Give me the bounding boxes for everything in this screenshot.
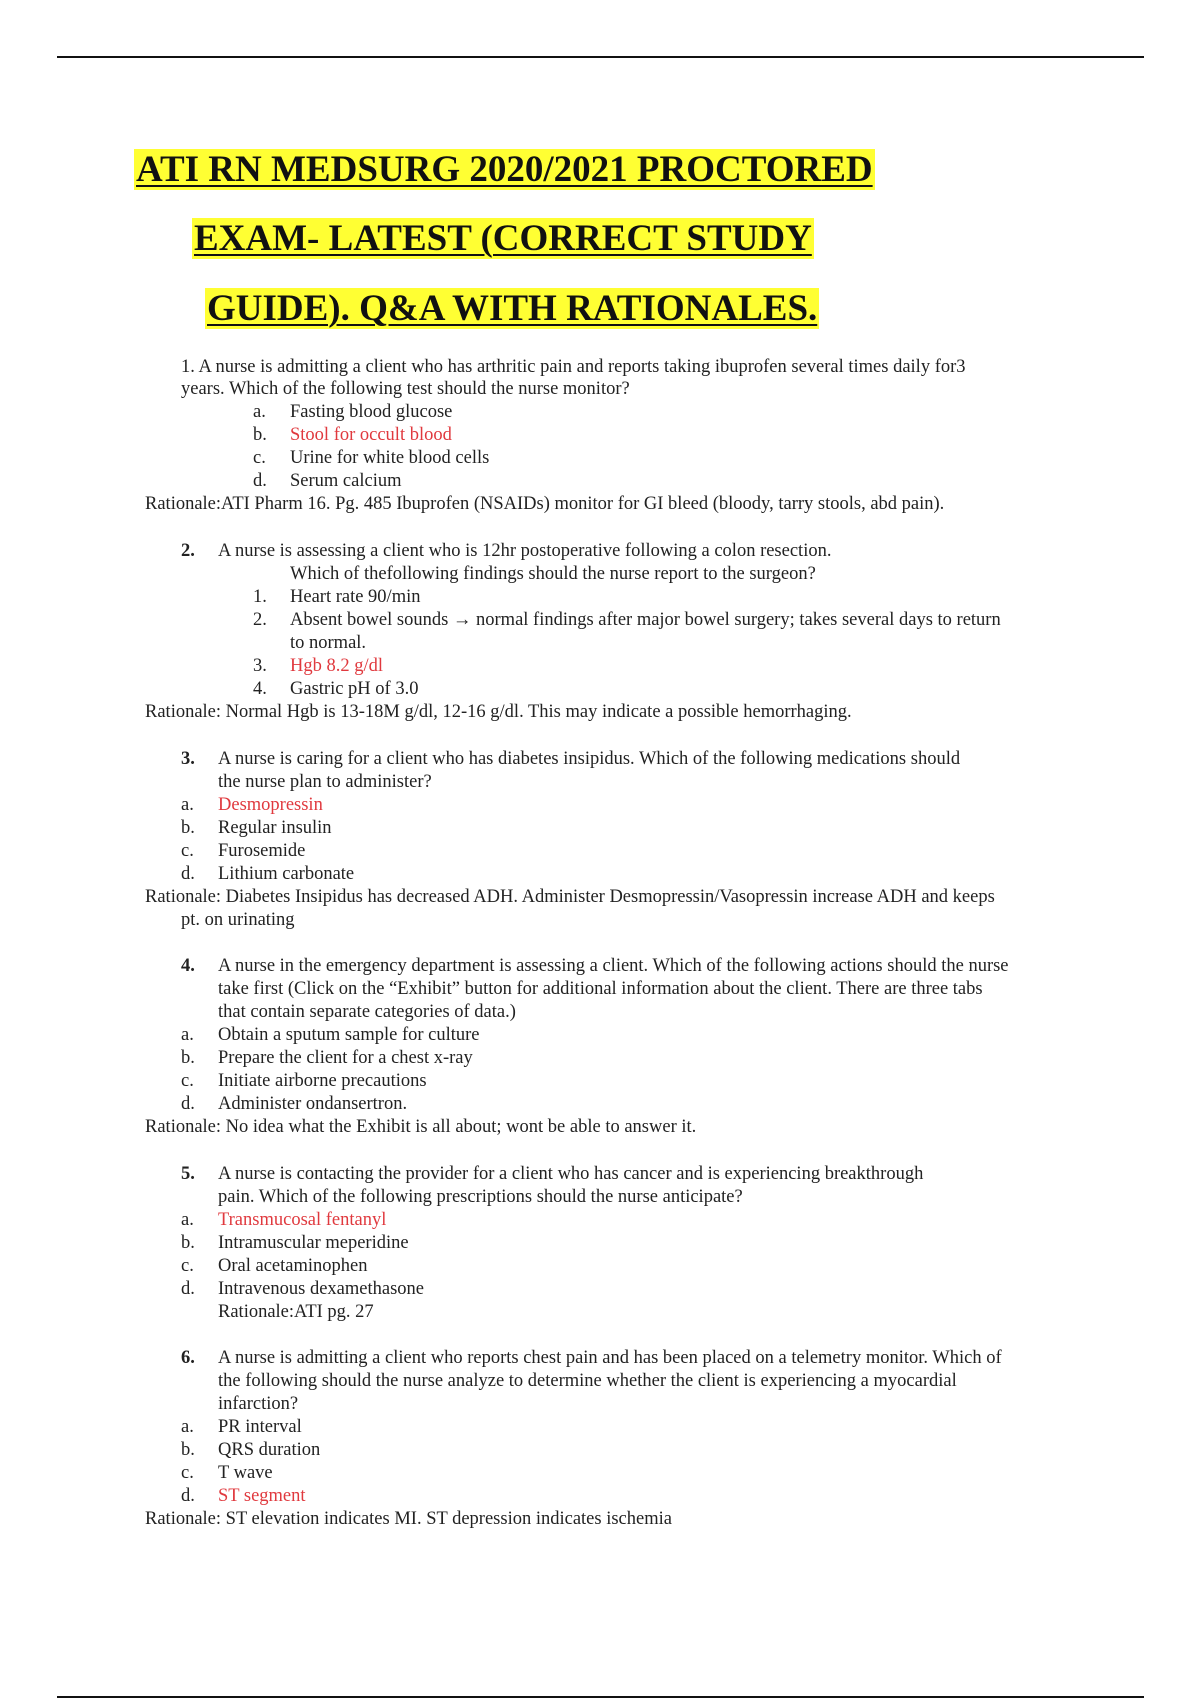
q1-option-marker: a. [253, 402, 266, 422]
q5-option-marker: c. [181, 1256, 194, 1276]
q5-stem-line-1: A nurse is contacting the provider for a client who has cancer and is experiencing breakthrough [218, 1164, 924, 1184]
q5-number: 5. [181, 1164, 195, 1184]
q2-option-text: Gastric pH of 3.0 [290, 679, 419, 699]
document-title-line-1: ATI RN MEDSURG 2020/2021 PROCTORED [136, 149, 873, 190]
q1-option-marker: b. [253, 425, 267, 445]
q3-stem-line-2: the nurse plan to administer? [218, 772, 432, 792]
q4-option-text: Obtain a sputum sample for culture [218, 1025, 480, 1045]
q5-option-marker: b. [181, 1233, 195, 1253]
q2-correct-answer: Hgb 8.2 g/dl [290, 656, 384, 676]
q6-stem-line-2: the following should the nurse analyze to determine whether the client is experiencing a myocardial [218, 1371, 957, 1391]
q3-stem-line-1: A nurse is caring for a client who has diabetes insipidus. Which of the following medications should [218, 749, 961, 769]
q6-option-marker: b. [181, 1440, 195, 1460]
q6-option-text: QRS duration [218, 1440, 321, 1460]
q3-option-marker: c. [181, 841, 194, 861]
q3-rationale-line-1: Rationale: Diabetes Insipidus has decreased ADH. Administer Desmopressin/Vasopressin increase ADH and keeps [145, 887, 995, 907]
q2-stem-line-1: A nurse is assessing a client who is 12hr postoperative following a colon resection. [218, 541, 832, 561]
q2-option-text: Absent bowel sounds → normal findings after major bowel surgery; takes several days to return [290, 610, 1001, 630]
q3-option-text: Regular insulin [218, 818, 332, 838]
q4-option-marker: a. [181, 1025, 194, 1045]
q6-option-text: PR interval [218, 1417, 302, 1437]
q6-option-marker: a. [181, 1417, 194, 1437]
q5-stem-line-2: pain. Which of the following prescriptions should the nurse anticipate? [218, 1187, 743, 1207]
q6-option-marker: d. [181, 1486, 195, 1506]
q3-number: 3. [181, 749, 195, 769]
q1-stem-line-1: 1. A nurse is admitting a client who has arthritic pain and reports taking ibuprofen several times daily for3 [181, 357, 966, 377]
q6-stem-line-3: infarction? [218, 1394, 299, 1414]
top-rule [57, 56, 1144, 58]
q1-option-text: Fasting blood glucose [290, 402, 453, 422]
q4-option-text: Prepare the client for a chest x-ray [218, 1048, 473, 1068]
document-title-line-2: EXAM- LATEST (CORRECT STUDY [194, 218, 812, 259]
q1-rationale: Rationale:ATI Pharm 16. Pg. 485 Ibuprofen (NSAIDs) monitor for GI bleed (bloody, tarry stools, abd pain). [145, 494, 945, 514]
q4-option-marker: b. [181, 1048, 195, 1068]
q6-rationale: Rationale: ST elevation indicates MI. ST depression indicates ischemia [145, 1509, 672, 1529]
document-title-line-3: GUIDE). Q&A WITH RATIONALES. [207, 288, 818, 329]
q4-stem-line-2: take first (Click on the “Exhibit” button for additional information about the client. There are three tabs [218, 979, 983, 999]
q2-option-marker: 4. [253, 679, 267, 699]
q2-option-text-continued: to normal. [290, 633, 367, 653]
q6-number: 6. [181, 1348, 195, 1368]
q3-rationale-line-2: pt. on urinating [181, 910, 295, 930]
q5-rationale: Rationale:ATI pg. 27 [218, 1302, 374, 1322]
q4-stem-line-1: A nurse in the emergency department is assessing a client. Which of the following actions should the nurse [218, 956, 1009, 976]
q3-correct-answer: Desmopressin [218, 795, 323, 815]
q2-option-text: Heart rate 90/min [290, 587, 421, 607]
q3-option-marker: a. [181, 795, 194, 815]
q5-option-text: Intravenous dexamethasone [218, 1279, 424, 1299]
q2-stem-line-2: Which of thefollowing findings should the nurse report to the surgeon? [290, 564, 816, 584]
q4-option-text: Administer ondansertron. [218, 1094, 408, 1114]
q1-option-marker: d. [253, 471, 267, 491]
q2-option-marker: 1. [253, 587, 267, 607]
q4-option-text: Initiate airborne precautions [218, 1071, 427, 1091]
q3-option-marker: d. [181, 864, 195, 884]
q5-option-text: Oral acetaminophen [218, 1256, 368, 1276]
q5-option-marker: a. [181, 1210, 194, 1230]
q2-rationale: Rationale: Normal Hgb is 13-18M g/dl, 12-16 g/dl. This may indicate a possible hemorrhaging. [145, 702, 852, 722]
q2-number: 2. [181, 541, 195, 561]
q5-correct-answer: Transmucosal fentanyl [218, 1210, 387, 1230]
q4-number: 4. [181, 956, 195, 976]
q3-option-marker: b. [181, 818, 195, 838]
q4-option-marker: d. [181, 1094, 195, 1114]
q4-option-marker: c. [181, 1071, 194, 1091]
q2-option-marker: 3. [253, 656, 267, 676]
q6-correct-answer: ST segment [218, 1486, 306, 1506]
q3-option-text: Lithium carbonate [218, 864, 355, 884]
q2-option-marker: 2. [253, 610, 267, 630]
q6-option-text: T wave [218, 1463, 273, 1483]
q6-option-marker: c. [181, 1463, 194, 1483]
q1-option-marker: c. [253, 448, 266, 468]
q1-stem-line-2: years. Which of the following test should the nurse monitor? [181, 379, 630, 399]
q1-correct-answer: Stool for occult blood [290, 425, 452, 445]
q4-stem-line-3: that contain separate categories of data.) [218, 1002, 516, 1022]
q4-rationale: Rationale: No idea what the Exhibit is all about; wont be able to answer it. [145, 1117, 697, 1137]
q5-option-text: Intramuscular meperidine [218, 1233, 409, 1253]
q1-option-text: Urine for white blood cells [290, 448, 490, 468]
q1-option-text: Serum calcium [290, 471, 402, 491]
q3-option-text: Furosemide [218, 841, 306, 861]
bottom-rule [57, 1696, 1144, 1698]
q6-stem-line-1: A nurse is admitting a client who reports chest pain and has been placed on a telemetry monitor. Which of [218, 1348, 1002, 1368]
q5-option-marker: d. [181, 1279, 195, 1299]
